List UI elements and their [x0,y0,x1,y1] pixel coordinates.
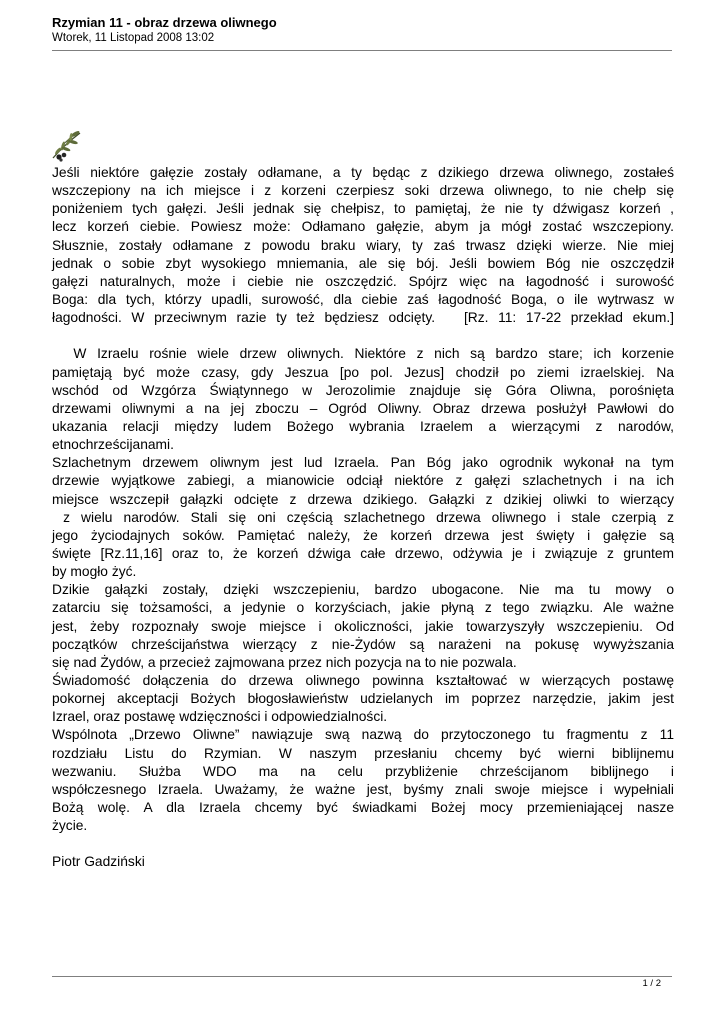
text-line: jednak o sobie zbyt wysokiego mniemania, ale się bój. Jeśli bowiem Bóg nie oszczędził [52,255,674,271]
text-line: drzewie wyjątkowe zabiegi, a mianowicie odciął niektóre z gałęzi szlachetnych i na ich [52,473,674,489]
text-line: poniżeniem tych gałęzi. Jeśli jednak się chełpisz, to pamiętaj, że nie ty dźwigasz korzeń , [52,201,674,217]
text-line: Dzikie gałązki zostały, dzięki wszczepieniu, bardzo ubogacone. Nie ma tu mowy o [52,582,674,598]
text-line: wschód od Wzgórza Świątynnego w Jerozolimie znajduje się Góra Oliwna, porośnięta [52,382,674,398]
text-line: początków chrześcijaństwa wierzący z nie-Żydów są narażeni na pokusę wywyższania [52,636,674,652]
footer-divider [52,976,672,977]
document-title: Rzymian 11 - obraz drzewa oliwnego [52,15,277,30]
text-line: z wielu narodów. Stali się oni częścią szlachetnego drzewa oliwnego i stale czerpią z [52,509,674,525]
text-line: święte [Rz.11,16] oraz to, że korzeń dźwiga całe drzewo, odżywia je i związuje z gruntem [52,545,674,561]
paragraph [52,345,674,454]
text-line: Izrael, oraz postawę wdzięczności i odpowiedzialności. [52,709,388,725]
text-line: W Izraelu rośnie wiele drzew oliwnych. Niektóre z nich są bardzo stare; ich korzenie [52,346,674,362]
text-line: pamiętają być może czasy, gdy Jeszua [po pol. Jezus] chodził po ziemi izraelskiej. Na [52,364,674,380]
text-line: wszczepiony na ich miejsce i z korzeni czerpiesz soki drzewa oliwnego, to nie chełp się [52,183,674,199]
paragraph [52,164,674,327]
text-line: pokornej akceptacji Bożych błogosławieństw udzielanych im poprzez narzędzie, jakim jest [52,691,674,707]
text-line: by mogło żyć. [52,564,137,580]
paragraph-gap [52,327,674,345]
text-line: Boga: dla tych, którzy upadli, surowość, dla ciebie zaś łagodność Boga, o ile wytrwasz w [52,291,674,307]
text-line: życie. [52,818,88,834]
header-divider [52,50,672,51]
text-line: Wspólnota „Drzewo Oliwne” nawiązuje swą nazwą do przytoczonego tu fragmentu z 11 [52,727,674,743]
text-line: ukazania relacji między ludem Bożego wybrania Izraelem a wierzącymi z narodów, [52,418,674,434]
text-line: jego życiodajnych soków. Pamiętać należy, że korzeń drzewa jest święty i gałęzie są [52,527,674,543]
paragraph [52,581,674,672]
text-line: Świadomość dołączenia do drzewa oliwnego powinna kształtować w wierzących postawę [52,672,674,688]
text-line: Słusznie, zostały odłamane z powodu braku wiary, ty zaś trwasz dzięki wierze. Nie miej [52,237,674,253]
text-line: gałęzi naturalnych, może i ciebie nie oszczędzić. Spójrz więc na łagodność i surowość [52,273,674,289]
text-line: współczesnego Izraela. Uważamy, że ważne jest, byśmy znali swoje miejsce i wypełniali [52,781,674,797]
text-line: rozdziału Listu do Rzymian. W naszym przesłaniu chcemy być wierni biblijnemu [52,745,674,761]
text-line: etnochrześcijanami. [52,437,174,453]
text-line: lecz korzeń ciebie. Powiesz może: Odłamano gałęzie, abym ja mógł zostać wszczepiony. [52,219,674,235]
paragraph [52,726,674,835]
document-date: Wtorek, 11 Listopad 2008 13:02 [52,32,215,44]
text-line: miejsce wszczepił gałązki odcięte z drzewa dzikiego. Gałązki z dzikiej oliwki to wierzący [52,491,674,507]
text-line: Szlachetnym drzewem oliwnym jest lud Izraela. Pan Bóg jako ogrodnik wykonał na tym [52,455,674,471]
text-line: się nad Żydów, a przecież zajmowana przez nich pozycja na to nie pozwala. [52,654,517,670]
text-line: wezwaniu. Służba WDO ma na celu przybliżenie chrześcijanom biblijnego i [52,763,674,779]
text-line: łagodności. W przeciwnym razie ty też będziesz odcięty. [Rz. 11: 17-22 przekład ekum.] [52,310,674,326]
text-line: Jeśli niektóre gałęzie zostały odłamane, a ty będąc z dzikiego drzewa oliwnego, zostałeś [52,165,674,180]
text-line: zatarciu się tożsamości, a jedynie o korzyściach, jakie płyną z tego związku. Ale ważne [52,600,674,616]
paragraph-gap [52,835,674,853]
text-line: drzewami oliwnymi a na jej zboczu – Ogród Oliwny. Obraz drzewa posłużył Pawłowi do [52,400,674,416]
document-header [52,14,672,46]
olive-branch-icon [50,128,84,162]
paragraph [52,672,674,726]
page-number: 1 / 2 [642,978,661,989]
text-line: Bożą wolę. A dla Izraela chcemy być świadkami Bożej mocy przemieniającej nasze [52,799,674,815]
paragraph [52,454,674,581]
article-body [52,164,674,871]
text-line: jest, żeby rozpoznały swoje miejsce i okoliczności, jakie towarzyszyły wszczepieniu. Od [52,618,674,634]
author-signature: Piotr Gadziński [52,854,145,870]
